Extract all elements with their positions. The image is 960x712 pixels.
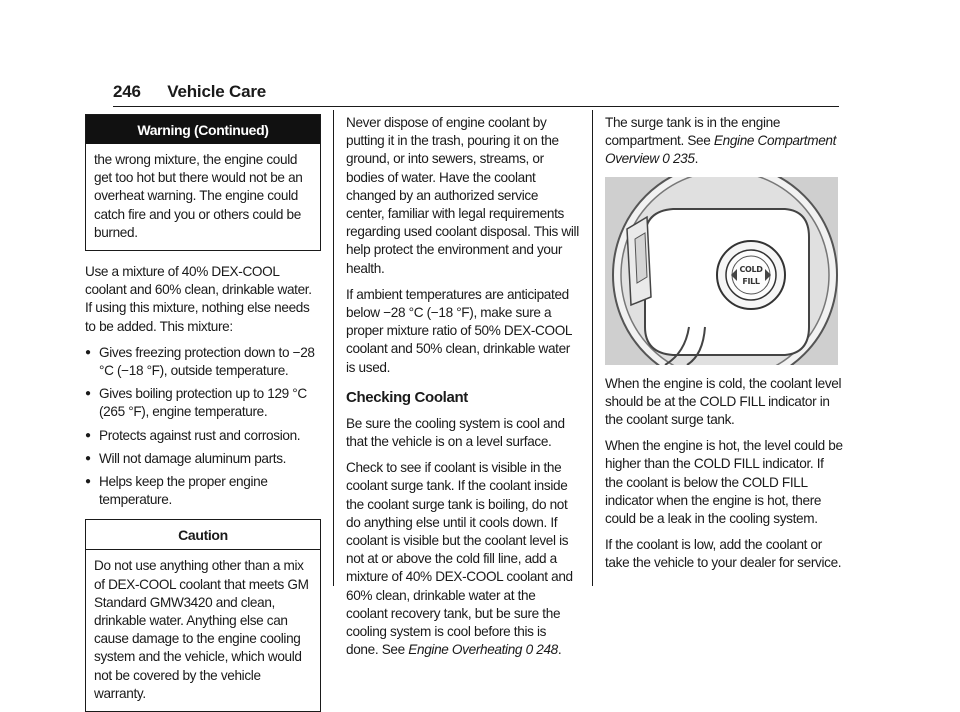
- bullet-icon: ●: [85, 476, 91, 488]
- column-2: [346, 114, 579, 667]
- caution-title: Caution: [86, 520, 320, 550]
- cap-label-cold: COLD: [739, 264, 763, 274]
- warning-title: Warning (Continued): [86, 115, 320, 144]
- check-paragraph: Check to see if coolant is visible in the coolant surge tank. If the coolant inside the coolant surge tank is boiling, do not do anything else until it cools down. If coolant is visible but the coolant level is not at or above the cold fill line, add a mixture of 40% DEX-COOL coolant and 60% clean, drinkable water at the coolant recovery tank, but be sure the cooling system is cool before this is done. See Engine Overheating 0 248.: [346, 460, 573, 658]
- list-item: ● Protects against rust and corrosion.: [85, 427, 321, 445]
- page-header: [113, 82, 266, 102]
- warning-body: the wrong mixture, the engine could get too hot but there would not be an overheat warning. The engine could catch fire and you or others could be burned.: [94, 152, 303, 240]
- caution-body: Do not use anything other than a mix of DEX-COOL coolant that meets GM Standard GMW3420 and clean, drinkable water. Anything else can cause damage to the engine cooling system and the vehicle, which would not be covered by the vehicle warranty.: [94, 558, 309, 701]
- mixture-benefits-list: [85, 344, 321, 510]
- bullet-icon: ●: [85, 346, 91, 358]
- ambient-paragraph: If ambient temperatures are anticipated below −28 °C (−18 °F), make sure a proper mixture ratio of 50% DEX-COOL coolant and 50% clean, drinkable water is used.: [346, 286, 572, 375]
- page-number: 246: [113, 82, 141, 101]
- column-3: [605, 114, 843, 581]
- page-ref-arrow-icon: 0: [662, 151, 670, 167]
- header-rule: [113, 106, 839, 107]
- mixture-intro: Use a mixture of 40% DEX-COOL coolant and 60% clean, drinkable water. If using this mixture, nothing else needs to be added. This mixture:: [85, 264, 312, 334]
- section-heading: Checking Coolant: [346, 388, 468, 406]
- disposal-paragraph: Never dispose of engine coolant by putting it in the trash, pouring it on the ground, or into sewers, streams, or bodies of water. Have the coolant changed by an authorized service center, familiar with legal requirements regarding used coolant disposal. This will help protect the environment and your health.: [346, 115, 579, 276]
- bullet-icon: ●: [85, 452, 91, 464]
- bullet-icon: ●: [85, 388, 91, 400]
- list-item: ● Will not damage aluminum parts.: [85, 450, 321, 468]
- level-surface-paragraph: Be sure the cooling system is cool and that the vehicle is on a level surface.: [346, 415, 565, 450]
- cold-level-paragraph: When the engine is cold, the coolant level should be at the COLD FILL indicator in the coolant surge tank.: [605, 375, 842, 428]
- surge-tank-intro: The surge tank is in the engine compartment. See Engine Compartment Overview 0 235.: [605, 115, 837, 167]
- section-title: Vehicle Care: [167, 82, 267, 101]
- bullet-icon: ●: [85, 429, 91, 441]
- column-divider-1: [333, 110, 334, 586]
- xref-engine-compartment[interactable]: Engine Compartment Overview 0 235: [605, 133, 837, 167]
- warning-box: [85, 114, 321, 251]
- cap-label-fill: FILL: [742, 276, 760, 286]
- low-coolant-paragraph: If the coolant is low, add the coolant or take the vehicle to your dealer for service.: [605, 537, 842, 571]
- list-item: ● Gives freezing protection down to −28 °C (−18 °F), outside temperature.: [85, 344, 315, 379]
- caution-box: [85, 519, 321, 712]
- xref-engine-overheating[interactable]: Engine Overheating 0 248: [408, 642, 558, 658]
- column-1: [85, 114, 321, 712]
- hot-level-paragraph: When the engine is hot, the level could be higher than the COLD FILL indicator. If the coolant is below the COLD FILL indicator when the engine is hot, there could be a leak in the cooling system.: [605, 438, 843, 527]
- surge-tank-drawing: [605, 177, 838, 365]
- page-ref-arrow-icon: 0: [525, 642, 533, 658]
- list-item: ● Gives boiling protection up to 129 °C (265 °F), engine temperature.: [85, 386, 307, 420]
- column-divider-2: [592, 110, 593, 586]
- list-item: ● Helps keep the proper engine temperature.: [85, 474, 268, 508]
- surge-tank-illustration: [605, 177, 838, 365]
